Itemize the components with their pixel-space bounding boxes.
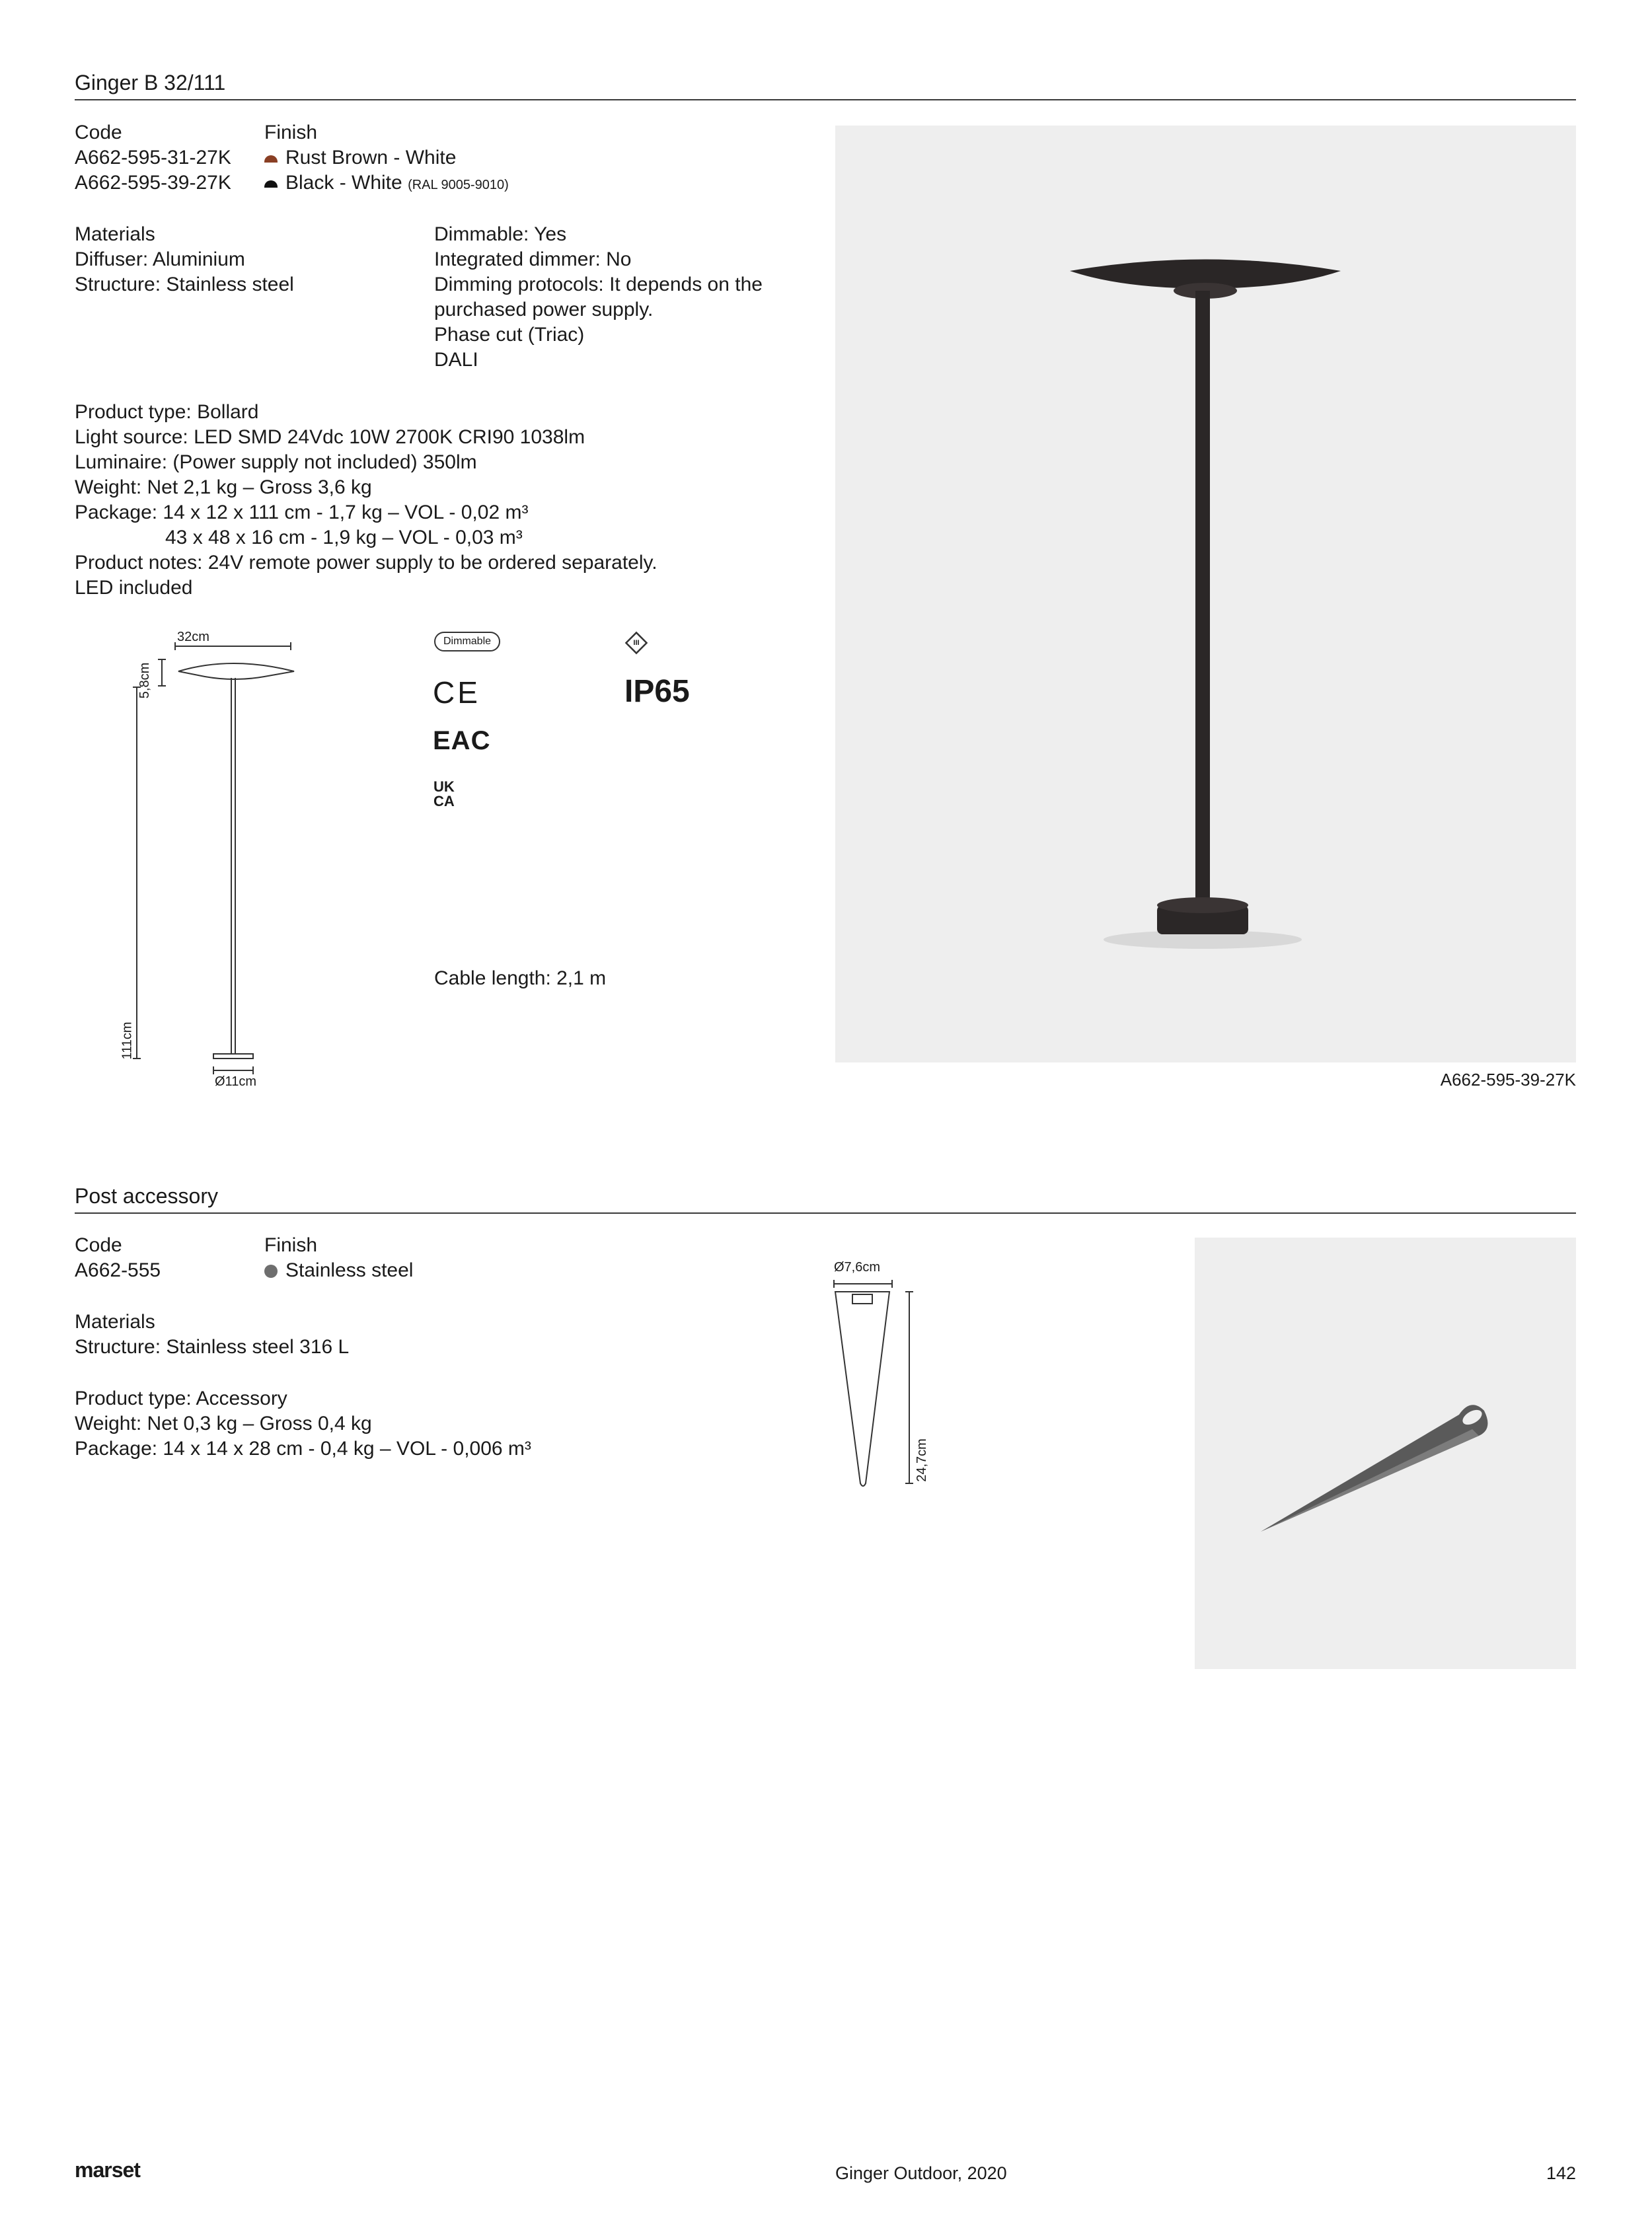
rust-brown-swatch (264, 155, 278, 163)
phase-cut-text: Phase cut (Triac) (434, 324, 585, 346)
dim-width-label: 32cm (177, 630, 209, 644)
spike-length-label: 24,7cm (914, 1438, 929, 1482)
class-iii-label: III (633, 639, 640, 647)
bollard-technical-drawing (106, 621, 304, 1097)
spike-photo-image (1195, 1238, 1576, 1669)
spec-package-1: Package: 14 x 12 x 111 cm - 1,7 kg – VOL - 0,02 m³ (75, 502, 529, 523)
catalog-name: Ginger Outdoor, 2020 (835, 2163, 1007, 2183)
accessory-materials: Structure: Stainless steel 316 L (75, 1336, 350, 1358)
integrated-dimmer-text: Integrated dimmer: No (434, 248, 632, 270)
spec-luminaire: Luminaire: (Power supply not included) 350lm (75, 451, 477, 473)
code-header: Code (75, 122, 122, 143)
dimmable-text: Dimmable: Yes (434, 223, 567, 245)
ukca-mark-bottom: CA (433, 793, 455, 809)
accessory-finish: Stainless steel (264, 1258, 413, 1283)
spike-technical-drawing (826, 1279, 919, 1490)
ce-mark: CE (433, 675, 480, 710)
material-structure: Structure: Stainless steel (75, 274, 294, 295)
spec-light-source: Light source: LED SMD 24Vdc 10W 2700K CRI90 1038lm (75, 426, 585, 448)
stainless-swatch (264, 1265, 278, 1278)
accessory-title: Post accessory (75, 1184, 218, 1208)
accessory-package: Package: 14 x 14 x 28 cm - 0,4 kg – VOL - 0,006 m³ (75, 1438, 531, 1460)
accessory-materials-header: Materials (75, 1311, 155, 1333)
material-diffuser: Diffuser: Aluminium (75, 248, 245, 270)
spike-diameter-label: Ø7,6cm (834, 1260, 881, 1275)
accessory-weight: Weight: Net 0,3 kg – Gross 0,4 kg (75, 1413, 372, 1434)
accessory-product-type: Product type: Accessory (75, 1388, 287, 1409)
variant-code-2: A662-595-39-27K (75, 172, 231, 194)
dali-text: DALI (434, 349, 478, 371)
spec-notes: Product notes: 24V remote power supply to be ordered separately. (75, 552, 657, 574)
variant-finish-1: Rust Brown - White (264, 145, 456, 170)
spec-product-type: Product type: Bollard (75, 401, 259, 423)
finish-header: Finish (264, 122, 318, 143)
photo-caption: A662-595-39-27K (1440, 1070, 1576, 1090)
product-photo (835, 126, 1576, 1062)
accessory-title-rule (75, 1212, 1576, 1214)
spike-photo (1195, 1238, 1576, 1669)
materials-header: Materials (75, 223, 155, 245)
dimmable-badge: Dimmable (434, 632, 500, 651)
spec-led: LED included (75, 577, 193, 599)
ip-rating: IP65 (624, 674, 690, 709)
variant-finish-2: Black - White (RAL 9005-9010) (264, 170, 509, 198)
accessory-code: A662-555 (75, 1259, 161, 1281)
dim-base-label: Ø11cm (215, 1074, 256, 1089)
dim-height-label: 111cm (120, 1022, 135, 1060)
variant-code-1: A662-595-31-27K (75, 147, 231, 168)
dim-shade-height-label: 5,8cm (137, 662, 153, 699)
accessory-code-header: Code (75, 1234, 122, 1256)
accessory-finish-header: Finish (264, 1234, 318, 1256)
product-title-rule (75, 99, 1576, 100)
spec-weight: Weight: Net 2,1 kg – Gross 3,6 kg (75, 476, 372, 498)
bollard-photo-image (835, 126, 1576, 1062)
brand-logo: marset (75, 2158, 140, 2182)
black-swatch (264, 180, 278, 188)
dimming-protocols-cont: purchased power supply. (434, 299, 654, 320)
product-title: Ginger B 32/111 (75, 71, 226, 94)
cable-length: Cable length: 2,1 m (434, 967, 607, 989)
dimming-protocols-text: Dimming protocols: It depends on the (434, 274, 763, 295)
page-number: 142 (1546, 2163, 1576, 2183)
spec-package-2: 43 x 48 x 16 cm - 1,9 kg – VOL - 0,03 m³ (165, 527, 523, 548)
eac-mark: EAC (433, 726, 491, 755)
ukca-mark-top: UK (433, 778, 455, 795)
